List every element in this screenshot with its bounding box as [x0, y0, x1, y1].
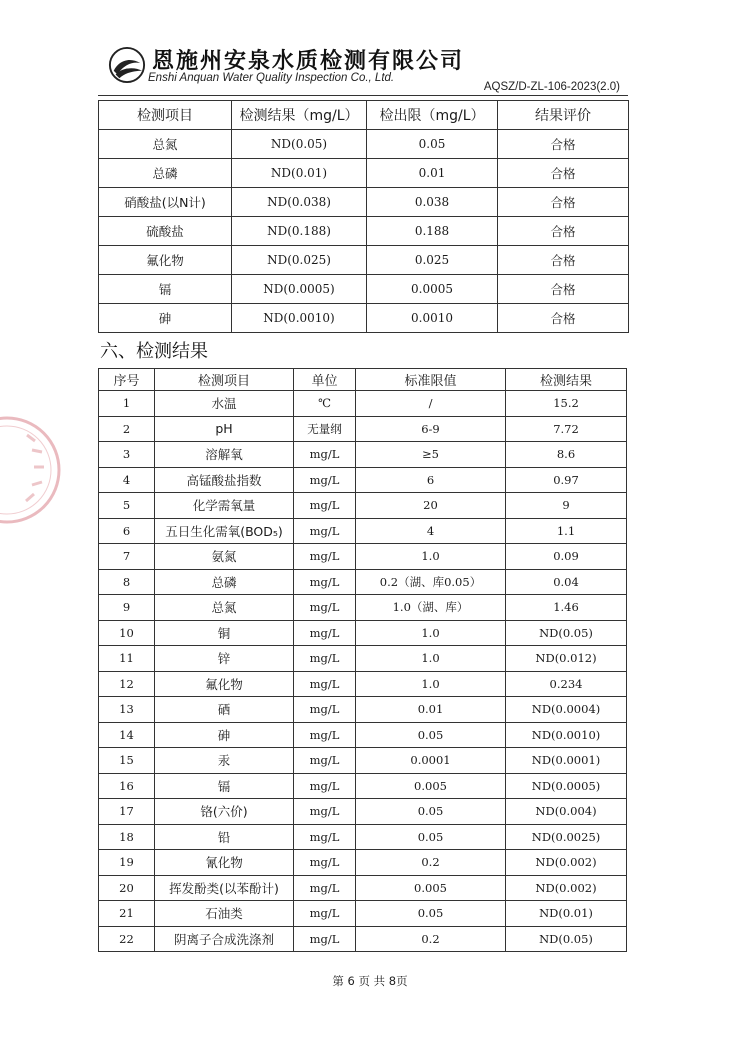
company-logo-icon	[108, 46, 146, 84]
cell-index: 16	[99, 773, 155, 799]
table-row	[99, 646, 627, 672]
cell-item: 五日生化需氧(BOD₅)	[155, 518, 294, 544]
cell-index: 22	[99, 926, 155, 952]
cell-standard: 6-9	[356, 416, 506, 442]
cell-item: 总磷	[99, 159, 232, 188]
cell-index: 14	[99, 722, 155, 748]
table-header-row	[99, 369, 627, 391]
cell-item: 总氮	[155, 595, 294, 621]
cell-item: 锌	[155, 646, 294, 672]
company-name-cn: 恩施州安泉水质检测有限公司	[152, 48, 465, 74]
cell-result: ND(0.01)	[506, 901, 627, 927]
cell-item: 水温	[155, 391, 294, 417]
cell-item: 氨氮	[155, 544, 294, 570]
cell-evaluation: 合格	[498, 130, 629, 159]
table-row	[99, 671, 627, 697]
cell-index: 2	[99, 416, 155, 442]
cell-index: 13	[99, 697, 155, 723]
cell-unit: mg/L	[294, 569, 356, 595]
table-row	[99, 799, 627, 825]
cell-unit: ℃	[294, 391, 356, 417]
cell-item: 镉	[99, 275, 232, 304]
detection-limit-table	[98, 100, 629, 333]
cell-unit: mg/L	[294, 901, 356, 927]
table-row	[99, 442, 627, 468]
cell-standard: 0.05	[356, 799, 506, 825]
cell-standard: 0.05	[356, 722, 506, 748]
cell-item: 镉	[155, 773, 294, 799]
cell-index: 11	[99, 646, 155, 672]
cell-result: ND(0.0005)	[506, 773, 627, 799]
cell-standard: 1.0	[356, 671, 506, 697]
cell-item: 挥发酚类(以苯酚计)	[155, 875, 294, 901]
cell-index: 1	[99, 391, 155, 417]
cell-standard: 0.05	[356, 824, 506, 850]
cell-result: ND(0.025)	[232, 246, 367, 275]
cell-result: ND(0.05)	[232, 130, 367, 159]
cell-evaluation: 合格	[498, 275, 629, 304]
page-number: 第 6 页 共 8页	[332, 974, 408, 988]
cell-unit: mg/L	[294, 518, 356, 544]
cell-standard: 1.0（湖、库）	[356, 595, 506, 621]
cell-standard: 0.005	[356, 875, 506, 901]
cell-item: 总磷	[155, 569, 294, 595]
table-row	[99, 850, 627, 876]
cell-index: 4	[99, 467, 155, 493]
cell-item: 铅	[155, 824, 294, 850]
table-row	[99, 824, 627, 850]
cell-unit: mg/L	[294, 671, 356, 697]
table-row	[99, 467, 627, 493]
cell-limit: 0.0010	[367, 304, 498, 333]
test-results-table	[98, 368, 627, 952]
cell-result: 0.234	[506, 671, 627, 697]
cell-standard: 0.2	[356, 926, 506, 952]
cell-index: 20	[99, 875, 155, 901]
cell-item: 氟化物	[155, 671, 294, 697]
header-limit: 检出限（mg/L）	[367, 101, 498, 130]
cell-item: 化学需氧量	[155, 493, 294, 519]
cell-index: 10	[99, 620, 155, 646]
cell-result: 1.46	[506, 595, 627, 621]
table-row	[99, 875, 627, 901]
cell-unit: mg/L	[294, 850, 356, 876]
cell-result: ND(0.012)	[506, 646, 627, 672]
section-title: 六、检测结果	[100, 341, 208, 362]
cell-index: 5	[99, 493, 155, 519]
cell-evaluation: 合格	[498, 159, 629, 188]
cell-result: ND(0.05)	[506, 926, 627, 952]
table-row	[99, 304, 629, 333]
cell-result: ND(0.002)	[506, 850, 627, 876]
cell-unit: mg/L	[294, 748, 356, 774]
cell-result: ND(0.01)	[232, 159, 367, 188]
cell-index: 8	[99, 569, 155, 595]
header-result: 检测结果（mg/L）	[232, 101, 367, 130]
cell-item: 氟化物	[99, 246, 232, 275]
cell-item: 高锰酸盐指数	[155, 467, 294, 493]
document-code: AQSZ/D-ZL-106-2023(2.0)	[483, 81, 620, 93]
cell-standard: 0.0001	[356, 748, 506, 774]
cell-standard: ≥5	[356, 442, 506, 468]
cell-result: ND(0.002)	[506, 875, 627, 901]
cell-result: ND(0.0004)	[506, 697, 627, 723]
cell-index: 21	[99, 901, 155, 927]
header-evaluation: 结果评价	[498, 101, 629, 130]
cell-unit: mg/L	[294, 875, 356, 901]
cell-unit: mg/L	[294, 773, 356, 799]
cell-index: 15	[99, 748, 155, 774]
company-name-en: Enshi Anquan Water Quality Inspection Co., Ltd.	[148, 72, 395, 84]
cell-item: 砷	[155, 722, 294, 748]
header-divider	[98, 95, 628, 96]
header-index: 序号	[99, 369, 155, 391]
cell-result: ND(0.0010)	[506, 722, 627, 748]
cell-evaluation: 合格	[498, 246, 629, 275]
cell-item: pH	[155, 416, 294, 442]
table-row	[99, 748, 627, 774]
cell-result: 8.6	[506, 442, 627, 468]
cell-evaluation: 合格	[498, 188, 629, 217]
cell-result: 9	[506, 493, 627, 519]
table-row	[99, 493, 627, 519]
cell-result: 1.1	[506, 518, 627, 544]
cell-unit: mg/L	[294, 544, 356, 570]
cell-result: ND(0.05)	[506, 620, 627, 646]
cell-item: 硫酸盐	[99, 217, 232, 246]
table-row	[99, 901, 627, 927]
cell-unit: mg/L	[294, 442, 356, 468]
cell-index: 9	[99, 595, 155, 621]
cell-result: ND(0.0001)	[506, 748, 627, 774]
cell-result: 15.2	[506, 391, 627, 417]
table-row	[99, 217, 629, 246]
cell-item: 总氮	[99, 130, 232, 159]
table-row	[99, 130, 629, 159]
cell-standard: 0.01	[356, 697, 506, 723]
cell-result: ND(0.0005)	[232, 275, 367, 304]
cell-unit: mg/L	[294, 697, 356, 723]
cell-item: 溶解氧	[155, 442, 294, 468]
cell-limit: 0.025	[367, 246, 498, 275]
table-row	[99, 722, 627, 748]
table-row	[99, 773, 627, 799]
cell-item: 汞	[155, 748, 294, 774]
table-row	[99, 620, 627, 646]
table-row	[99, 569, 627, 595]
table-row	[99, 926, 627, 952]
cell-unit: mg/L	[294, 646, 356, 672]
cell-standard: 1.0	[356, 620, 506, 646]
cell-unit: mg/L	[294, 620, 356, 646]
cell-index: 18	[99, 824, 155, 850]
cell-item: 铬(六价)	[155, 799, 294, 825]
cell-limit: 0.01	[367, 159, 498, 188]
table-row	[99, 275, 629, 304]
cell-standard: 6	[356, 467, 506, 493]
table-row	[99, 159, 629, 188]
header-result: 检测结果	[506, 369, 627, 391]
cell-item: 石油类	[155, 901, 294, 927]
cell-limit: 0.038	[367, 188, 498, 217]
cell-unit: mg/L	[294, 493, 356, 519]
cell-index: 3	[99, 442, 155, 468]
cell-standard: 1.0	[356, 646, 506, 672]
cell-standard: 0.05	[356, 901, 506, 927]
header-standard: 标准限值	[356, 369, 506, 391]
cell-item: 氰化物	[155, 850, 294, 876]
cell-index: 17	[99, 799, 155, 825]
table-row	[99, 518, 627, 544]
cell-result: 0.09	[506, 544, 627, 570]
table-row	[99, 544, 627, 570]
header-item: 检测项目	[99, 101, 232, 130]
cell-standard: 20	[356, 493, 506, 519]
cell-unit: mg/L	[294, 467, 356, 493]
cell-item: 硒	[155, 697, 294, 723]
cell-standard: 1.0	[356, 544, 506, 570]
cell-index: 6	[99, 518, 155, 544]
header-item: 检测项目	[155, 369, 294, 391]
cell-item: 阴离子合成洗涤剂	[155, 926, 294, 952]
cell-unit: mg/L	[294, 722, 356, 748]
table-row	[99, 391, 627, 417]
cell-index: 12	[99, 671, 155, 697]
cell-unit: mg/L	[294, 926, 356, 952]
cell-standard: 0.005	[356, 773, 506, 799]
table-row	[99, 246, 629, 275]
cell-item: 硝酸盐(以N计)	[99, 188, 232, 217]
cell-unit: mg/L	[294, 824, 356, 850]
cell-standard: 0.2（湖、库0.05）	[356, 569, 506, 595]
cell-index: 19	[99, 850, 155, 876]
table-row	[99, 188, 629, 217]
cell-result: 7.72	[506, 416, 627, 442]
cell-result: 0.04	[506, 569, 627, 595]
cell-standard: 4	[356, 518, 506, 544]
table-row	[99, 697, 627, 723]
cell-unit: mg/L	[294, 799, 356, 825]
cell-result: ND(0.0010)	[232, 304, 367, 333]
cell-result: 0.97	[506, 467, 627, 493]
cell-index: 7	[99, 544, 155, 570]
cell-item: 砷	[99, 304, 232, 333]
cell-evaluation: 合格	[498, 304, 629, 333]
cell-standard: /	[356, 391, 506, 417]
table-row	[99, 416, 627, 442]
cell-limit: 0.0005	[367, 275, 498, 304]
cell-result: ND(0.004)	[506, 799, 627, 825]
cell-unit: 无量纲	[294, 416, 356, 442]
header-unit: 单位	[294, 369, 356, 391]
cell-result: ND(0.038)	[232, 188, 367, 217]
cell-standard: 0.2	[356, 850, 506, 876]
cell-result: ND(0.0025)	[506, 824, 627, 850]
cell-result: ND(0.188)	[232, 217, 367, 246]
table-row	[99, 595, 627, 621]
seal-stamp-icon	[0, 395, 62, 545]
cell-limit: 0.05	[367, 130, 498, 159]
cell-item: 铜	[155, 620, 294, 646]
cell-limit: 0.188	[367, 217, 498, 246]
table-header-row	[99, 101, 629, 130]
cell-unit: mg/L	[294, 595, 356, 621]
cell-evaluation: 合格	[498, 217, 629, 246]
